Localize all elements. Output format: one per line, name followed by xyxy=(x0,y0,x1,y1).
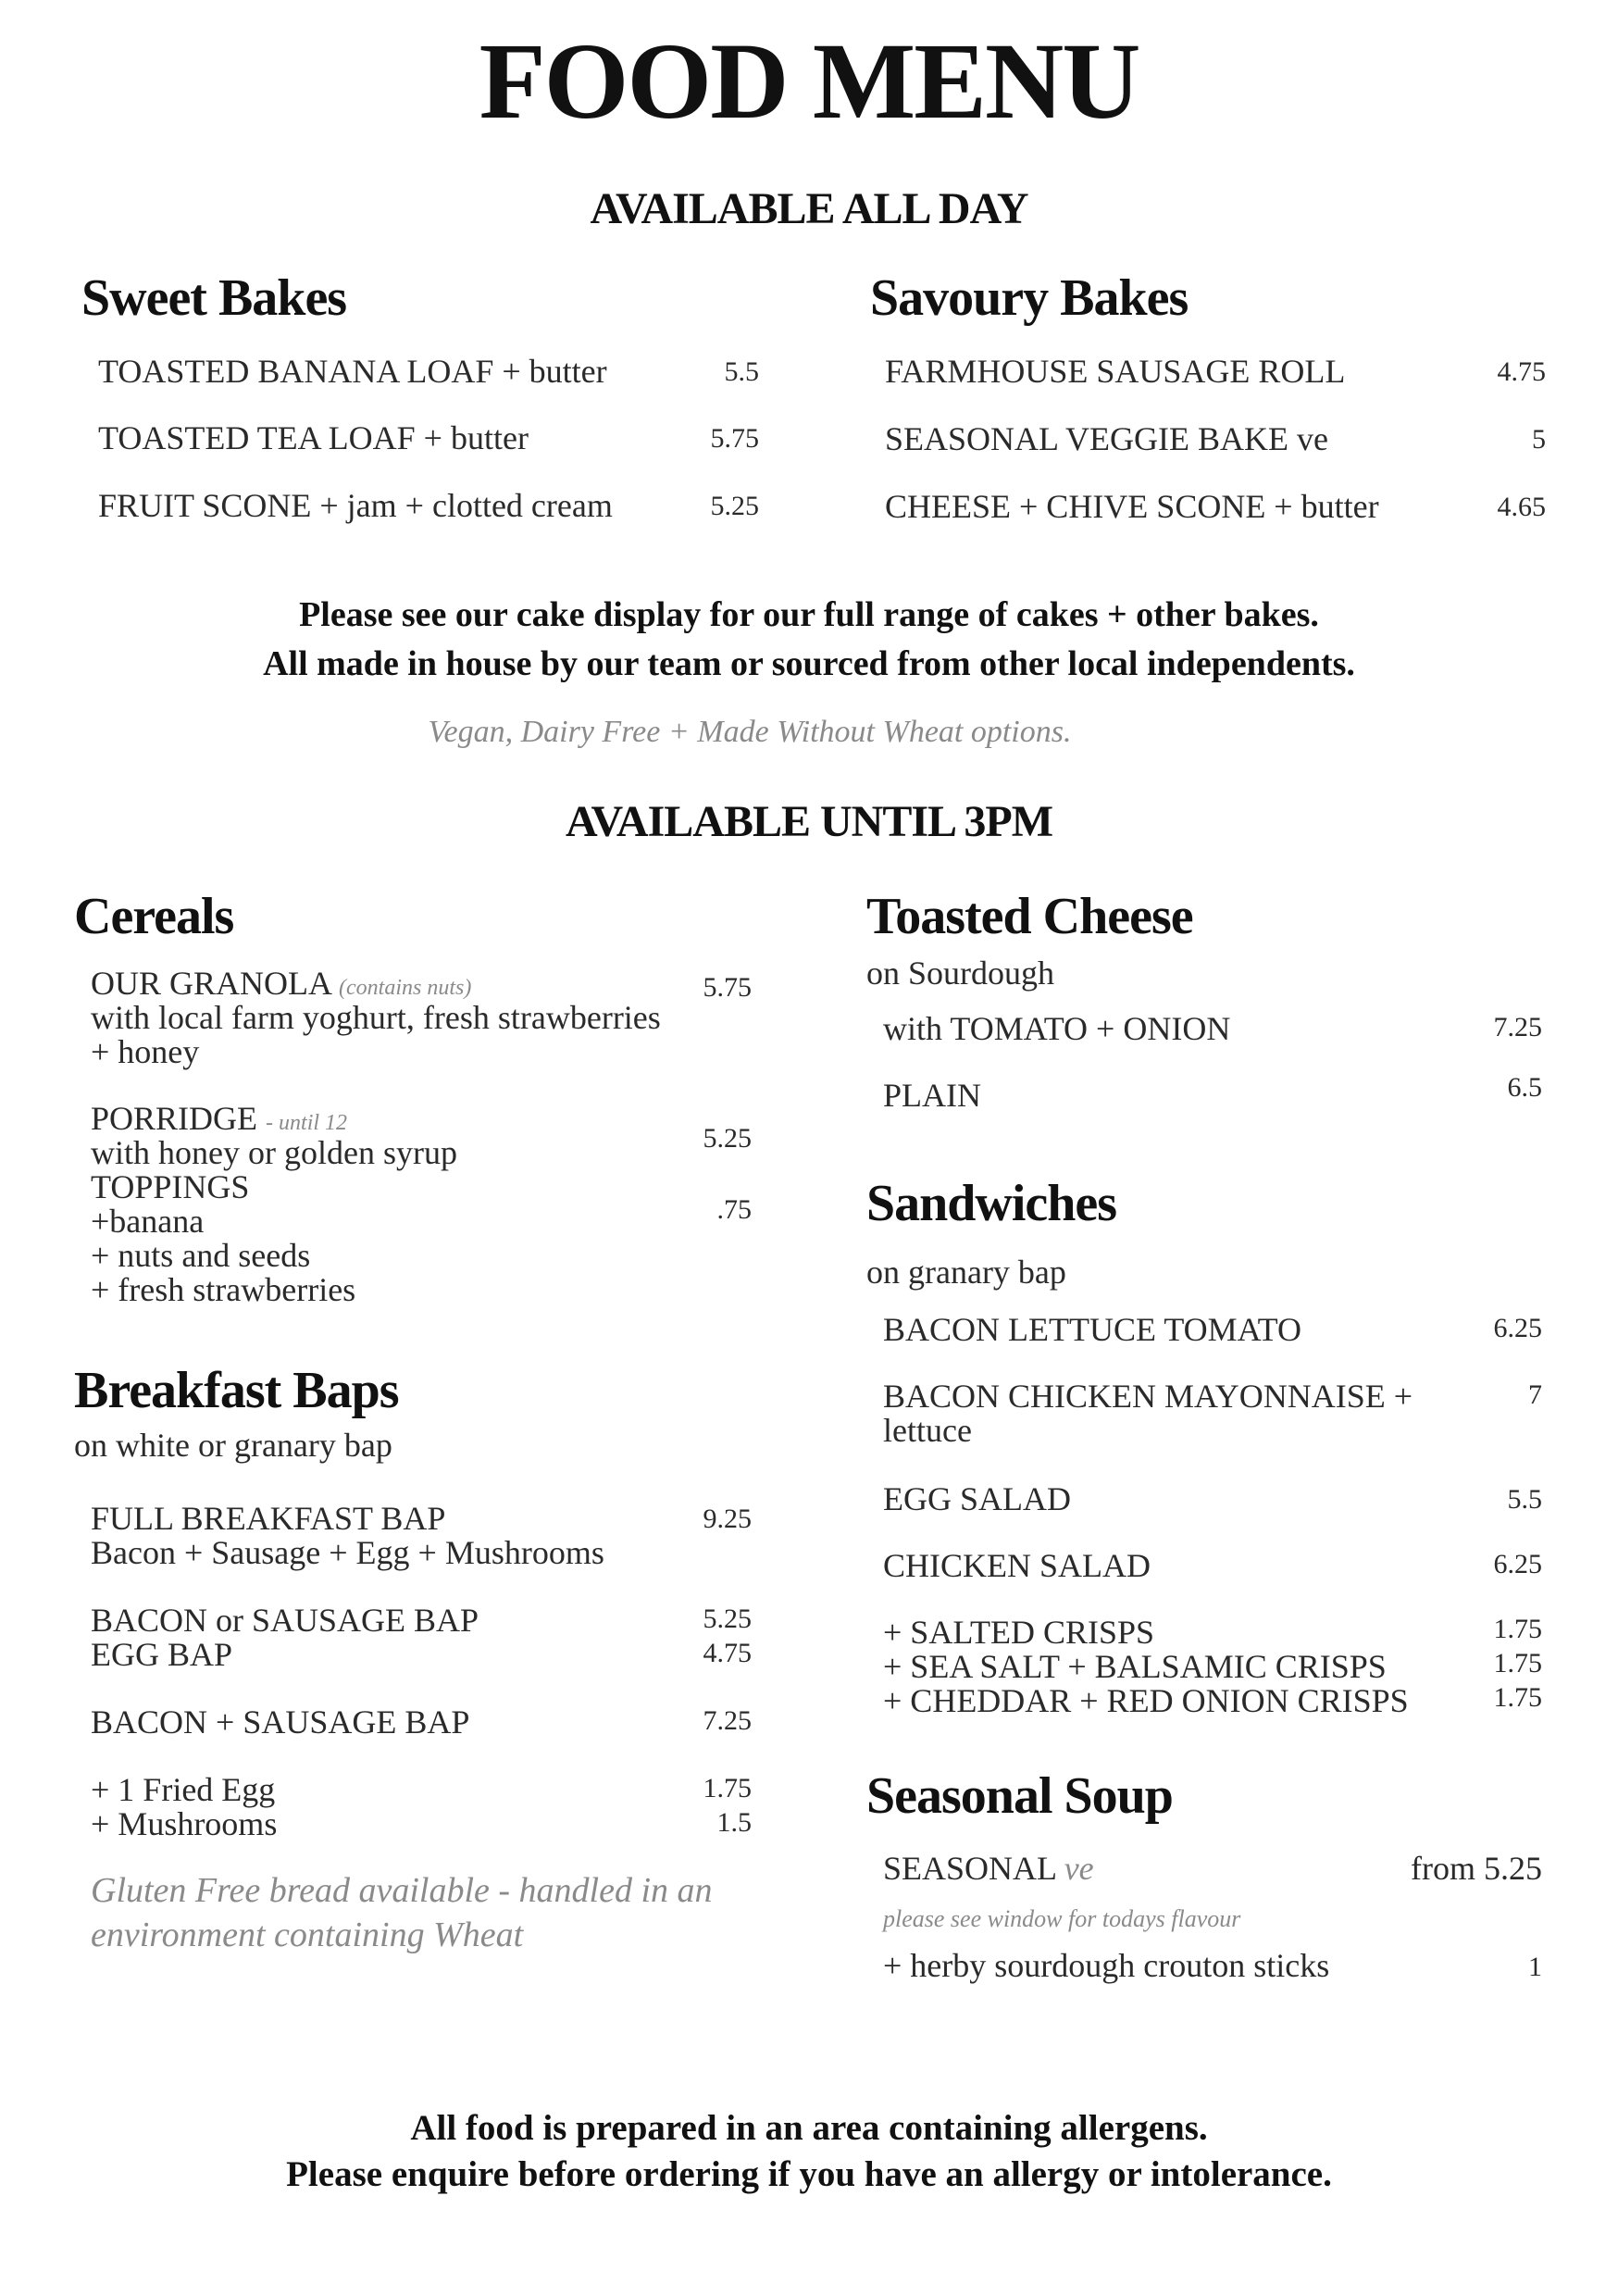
menu-item-name: FULL BREAKFAST BAP xyxy=(91,1500,446,1537)
menu-item-price: 5.25 xyxy=(703,1123,752,1154)
soup-item xyxy=(883,1849,1094,1888)
menu-item-desc: with honey or golden syrup xyxy=(91,1134,457,1171)
section-title: Toasted Cheese xyxy=(866,888,1193,945)
section-title: Sandwiches xyxy=(866,1175,1117,1232)
menu-item-name: TOASTED BANANA LOAF + butter xyxy=(98,353,607,390)
menu-item-price: 7.25 xyxy=(1493,1012,1542,1042)
contains-nuts-note: (contains nuts) xyxy=(339,976,472,1000)
menu-item-name: SEASONAL xyxy=(883,1850,1056,1887)
gluten-free-note: Gluten Free bread available - handled in an xyxy=(91,1871,713,1910)
menu-item-name: BACON + SAUSAGE BAP xyxy=(91,1703,470,1741)
allergen-notice-line1: All food is prepared in an area containing allergens. xyxy=(410,2108,1208,2148)
section-title: Savoury Bakes xyxy=(870,269,1189,327)
menu-item-desc: with local farm yoghurt, fresh strawberries xyxy=(91,999,661,1036)
menu-item-name: with TOMATO + ONION xyxy=(883,1010,1231,1047)
menu-item-name: PORRIDGE xyxy=(91,1100,258,1137)
menu-item-price: 1.5 xyxy=(716,1807,752,1838)
section-subtitle: on granary bap xyxy=(866,1254,1066,1291)
menu-item-price: 5.25 xyxy=(710,491,759,521)
menu-item-name: EGG SALAD xyxy=(883,1480,1071,1517)
menu-item-price: 6.25 xyxy=(1493,1549,1542,1579)
menu-item-price: 1.75 xyxy=(703,1773,752,1803)
crisps-price: 1.75 xyxy=(1493,1648,1542,1678)
menu-item-price: 7.25 xyxy=(703,1705,752,1736)
menu-item-name: TOASTED TEA LOAF + butter xyxy=(98,419,529,456)
menu-item-price: 4.75 xyxy=(1497,356,1546,387)
crisps-item: + SEA SALT + BALSAMIC CRISPS xyxy=(883,1648,1387,1685)
menu-item-price: 1 xyxy=(1528,1952,1542,1982)
menu-item-name: FRUIT SCONE + jam + clotted cream xyxy=(98,487,613,524)
soup-flavour-note: please see window for todays flavour xyxy=(883,1905,1241,1932)
menu-title: FOOD MENU xyxy=(479,20,1139,142)
menu-item-price: 4.65 xyxy=(1497,492,1546,522)
menu-item-price: 5.5 xyxy=(1507,1484,1542,1515)
crisps-price: 1.75 xyxy=(1493,1682,1542,1713)
allergen-notice-line2: Please enquire before ordering if you have an allergy or intolerance. xyxy=(286,2154,1332,2194)
menu-item-price: 5 xyxy=(1532,424,1546,455)
menu-item-name: BACON or SAUSAGE BAP xyxy=(91,1602,479,1639)
available-until-heading: AVAILABLE UNTIL 3PM xyxy=(565,797,1053,846)
crisps-price: 1.75 xyxy=(1493,1614,1542,1644)
section-title: Sweet Bakes xyxy=(81,269,347,327)
toppings-price: .75 xyxy=(716,1194,752,1225)
menu-item-desc: Bacon + Sausage + Egg + Mushrooms xyxy=(91,1534,604,1571)
menu-item-name: + Mushrooms xyxy=(91,1805,278,1842)
menu-item-price: from 5.25 xyxy=(1411,1850,1542,1887)
menu-item-price: 5.75 xyxy=(703,972,752,1003)
menu-item-name: EGG BAP xyxy=(91,1636,233,1673)
section-title: Seasonal Soup xyxy=(866,1767,1173,1825)
vegan-tag: ve xyxy=(1064,1850,1094,1887)
topping-item: +banana xyxy=(91,1203,205,1240)
menu-item-price: 7 xyxy=(1528,1379,1542,1410)
menu-item-price: 6.5 xyxy=(1507,1072,1542,1103)
toppings-label: TOPPINGS xyxy=(91,1168,250,1205)
menu-item-name: CHICKEN SALAD xyxy=(883,1547,1151,1584)
menu-item-name: + 1 Fried Egg xyxy=(91,1771,276,1808)
topping-item: + fresh strawberries xyxy=(91,1271,356,1308)
available-all-day-heading: AVAILABLE ALL DAY xyxy=(590,184,1028,233)
menu-item-name: BACON CHICKEN MAYONNAISE + xyxy=(883,1378,1413,1415)
porridge-time-note: - until 12 xyxy=(266,1111,348,1135)
menu-item-price: 5.75 xyxy=(710,423,759,454)
topping-item: + nuts and seeds xyxy=(91,1237,311,1274)
menu-item-name: PLAIN xyxy=(883,1077,981,1114)
menu-item-price: 9.25 xyxy=(703,1504,752,1534)
dietary-options-note: Vegan, Dairy Free + Made Without Wheat options. xyxy=(428,715,1072,749)
bakes-note-line1: Please see our cake display for our full range of cakes + other bakes. xyxy=(299,595,1319,634)
menu-item-name: SEASONAL VEGGIE BAKE ve xyxy=(885,420,1328,457)
menu-item-name-continued: lettuce xyxy=(883,1412,972,1449)
bakes-note-line2: All made in house by our team or sourced from other local independents. xyxy=(263,644,1355,683)
menu-item-price: 5.25 xyxy=(703,1603,752,1634)
section-title: Cereals xyxy=(74,888,234,945)
crisps-item: + CHEDDAR + RED ONION CRISPS xyxy=(883,1682,1409,1719)
menu-item-desc: + honey xyxy=(91,1033,200,1070)
section-title: Breakfast Baps xyxy=(74,1362,399,1419)
menu-item-price: 6.25 xyxy=(1493,1313,1542,1343)
crisps-item: + SALTED CRISPS xyxy=(883,1614,1155,1651)
gluten-free-note: environment containing Wheat xyxy=(91,1915,524,1954)
section-subtitle: on white or granary bap xyxy=(74,1427,392,1464)
section-subtitle: on Sourdough xyxy=(866,955,1055,992)
menu-item-name: BACON LETTUCE TOMATO xyxy=(883,1311,1302,1348)
menu-item-name: OUR GRANOLA xyxy=(91,965,331,1002)
menu-item-name: + herby sourdough crouton sticks xyxy=(883,1947,1330,1984)
menu-item-name: FARMHOUSE SAUSAGE ROLL xyxy=(885,353,1346,390)
menu-item-price: 5.5 xyxy=(724,356,759,387)
menu-item-price: 4.75 xyxy=(703,1638,752,1668)
menu-item-name: CHEESE + CHIVE SCONE + butter xyxy=(885,488,1379,525)
